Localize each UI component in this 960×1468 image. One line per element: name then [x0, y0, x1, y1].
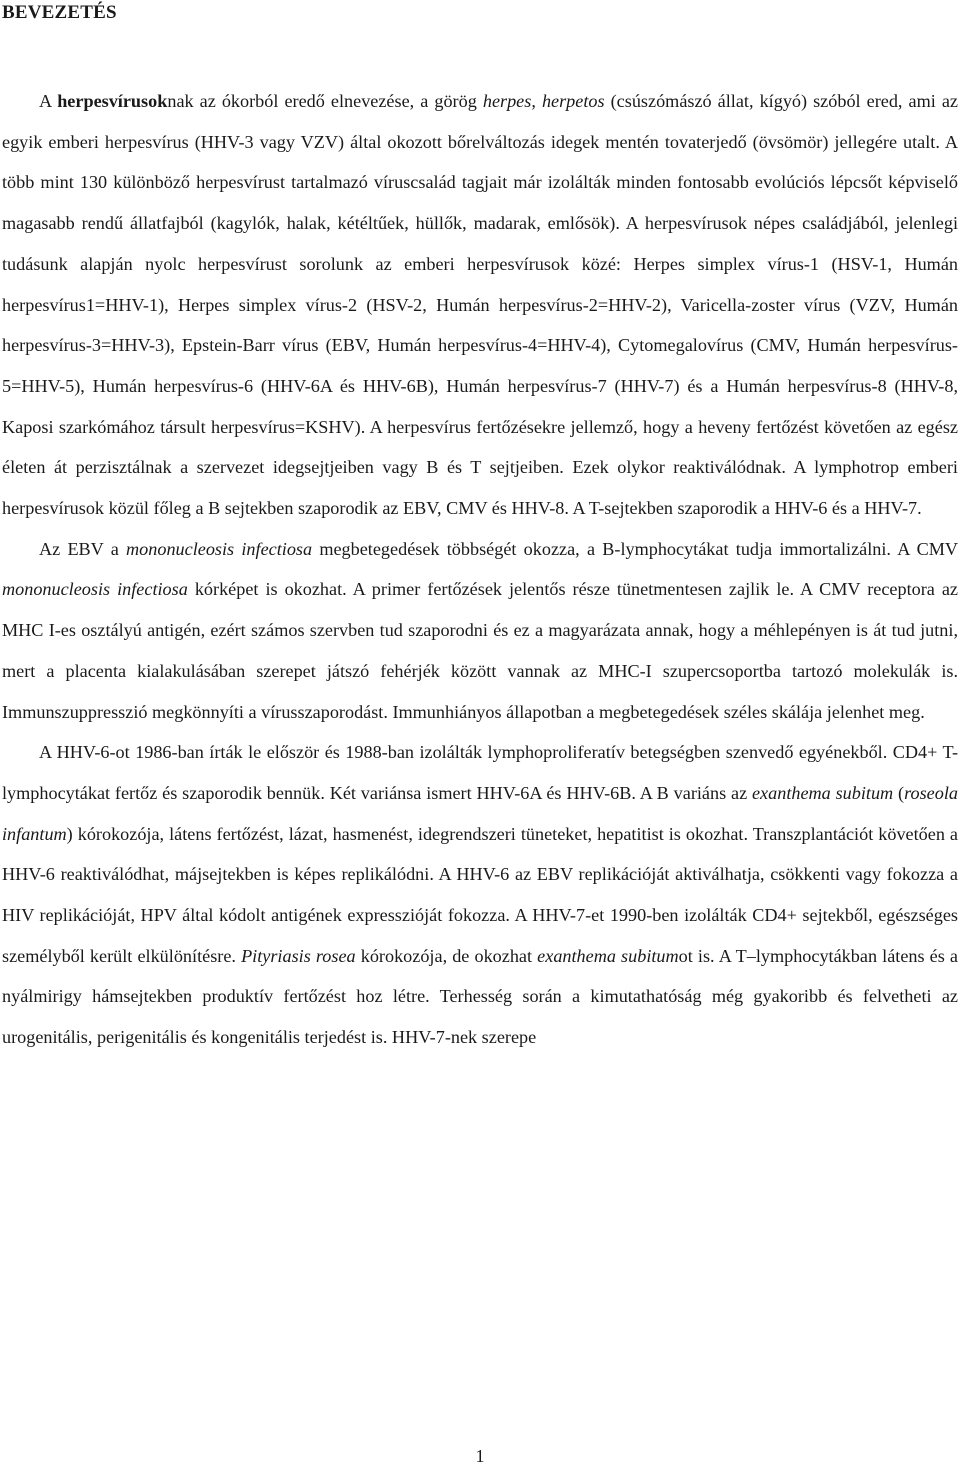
italic-term: exanthema subitum: [751, 782, 894, 803]
paragraph-2: [2, 529, 958, 733]
body-text: [2, 81, 958, 1058]
italic-term: herpes: [482, 91, 532, 111]
text-run: Az EBV a: [39, 538, 127, 559]
text-run: nak az ókorból eredő elnevezése, a görög: [167, 91, 483, 111]
text-run: kórokozója, de okozhat: [355, 945, 538, 966]
bold-term: herpesvírusok: [57, 91, 168, 111]
text-run: A HHV-6-ot 1986-ban írták le először és 1988-ban izolálták lymphoproliferatív betegségben szenvedő egyénekből. CD4+ T-lymphocytákat fertőz és szaporodik bennük. Két variánsa ismert HHV-6A és HHV-6B. A B variáns az: [2, 742, 958, 803]
paragraph-1: [2, 81, 958, 529]
text-run: ot is. A T–lymphocytákban látens és a nyálmirigy hámsejtekben produktív fertőzést hoz létre. Terhesség során a kimutathatóság még gyakoribb és felvetheti az urogenitális, perigenitális és kongenitális terjedést is. HHV-7-nek szerepe: [2, 945, 958, 1048]
italic-term: exanthema subitum: [537, 945, 679, 966]
text-run: (: [893, 782, 905, 803]
text-run: kórképet is okozhat. A primer fertőzések jelentős része tünetmentesen zajlik le. A CMV receptora az MHC I-es osztályú antigén, ezért számos szervben tud szaporodni és ez a magyarázata annak, hogy a méhlepényen is át tud jutni, mert a placenta kialakulásában szerepet játszó fehérjék között vannak az MHC-I szupercsoportba tartozó molekulák is. Immunszuppresszió megkönnyíti a vírusszaporodást. Immunhiányos állapotban a megbetegedések széles skálája jelenhet meg.: [2, 579, 958, 722]
section-heading: BEVEZETÉS: [2, 2, 117, 23]
italic-term: roseola infantum: [2, 782, 958, 844]
text-run: A: [39, 91, 58, 111]
italic-term: mononucleosis infectiosa: [126, 538, 313, 559]
text-run: megbetegedések többségét okozza, a B-lymphocytákat tudja immortalizálni. A CMV: [312, 538, 959, 559]
text-run: ,: [531, 91, 542, 111]
text-run: ) kórokozója, látens fertőzést, lázat, hasmenést, idegrendszeri tüneteket, hepatitist is okozhat. Transzplantációt követően a HHV-6 reaktiválódhat, májsejtekben is képes replikálódni. A HHV-6 az EBV replikációját aktiválhatja, csökkenti vagy fokozza a HIV replikációját, HPV által kódolt antigének expresszióját fokozza. A HHV-7-et 1990-ben izolálták CD4+ sejtekből, egészséges személyből került elkülönítésre.: [2, 823, 958, 966]
page-number: 1: [475, 1446, 485, 1466]
italic-term: herpetos: [541, 91, 605, 111]
text-run: (csúszómászó állat, kígyó) szóból ered, ami az egyik emberi herpesvírus (HHV-3 vagy VZV) által okozott bőrelváltozás idegek mentén tovaterjedő (övsömör) jellegére utalt. A több mint 130 különböző herpesvírust tartalmazó víruscsalád tagjait már izolálták minden fontosabb evolúciós lépcsőt képviselő magasabb rendű állatfajból (kagylók, halak, kétéltűek, hüllők, madarak, emlősök). A herpesvírusok népes családjából, jelenlegi tudásunk alapján nyolc herpesvírust sorolunk az emberi herpesvírusok közé: Herpes simplex vírus-1 (HSV-1, Humán herpesvírus1=HHV-1), Herpes simplex vírus-2 (HSV-2, Humán herpesvírus-2=HHV-2), Varicella-zoster vírus (VZV, Humán herpesvírus-3=HHV-3), Epstein-Barr vírus (EBV, Humán herpesvírus-4=HHV-4), Cytomegalovírus (CMV, Humán herpesvírus-5=HHV-5), Humán herpesvírus-6 (HHV-6A és HHV-6B), Humán herpesvírus-7 (HHV-7) és a Humán herpesvírus-8 (HHV-8, Kaposi szarkómához társult herpesvírus=KSHV). A herpesvírus fertőzésekre jellemző, hogy a heveny fertőzést követően az egész életen át perzisztálnak a szervezet idegsejtjeiben vagy B és T sejtjeiben. Ezek olykor reaktiválódnak. A lymphotrop emberi herpesvírusok közül főleg a B sejtekben szaporodik az EBV, CMV és HHV-8. A T-sejtekben szaporodik a HHV-6 és a HHV-7.: [2, 91, 958, 519]
italic-term: mononucleosis infectiosa: [2, 579, 188, 600]
italic-term: Pityriasis rosea: [241, 945, 356, 966]
paragraph-3: [2, 732, 958, 1058]
